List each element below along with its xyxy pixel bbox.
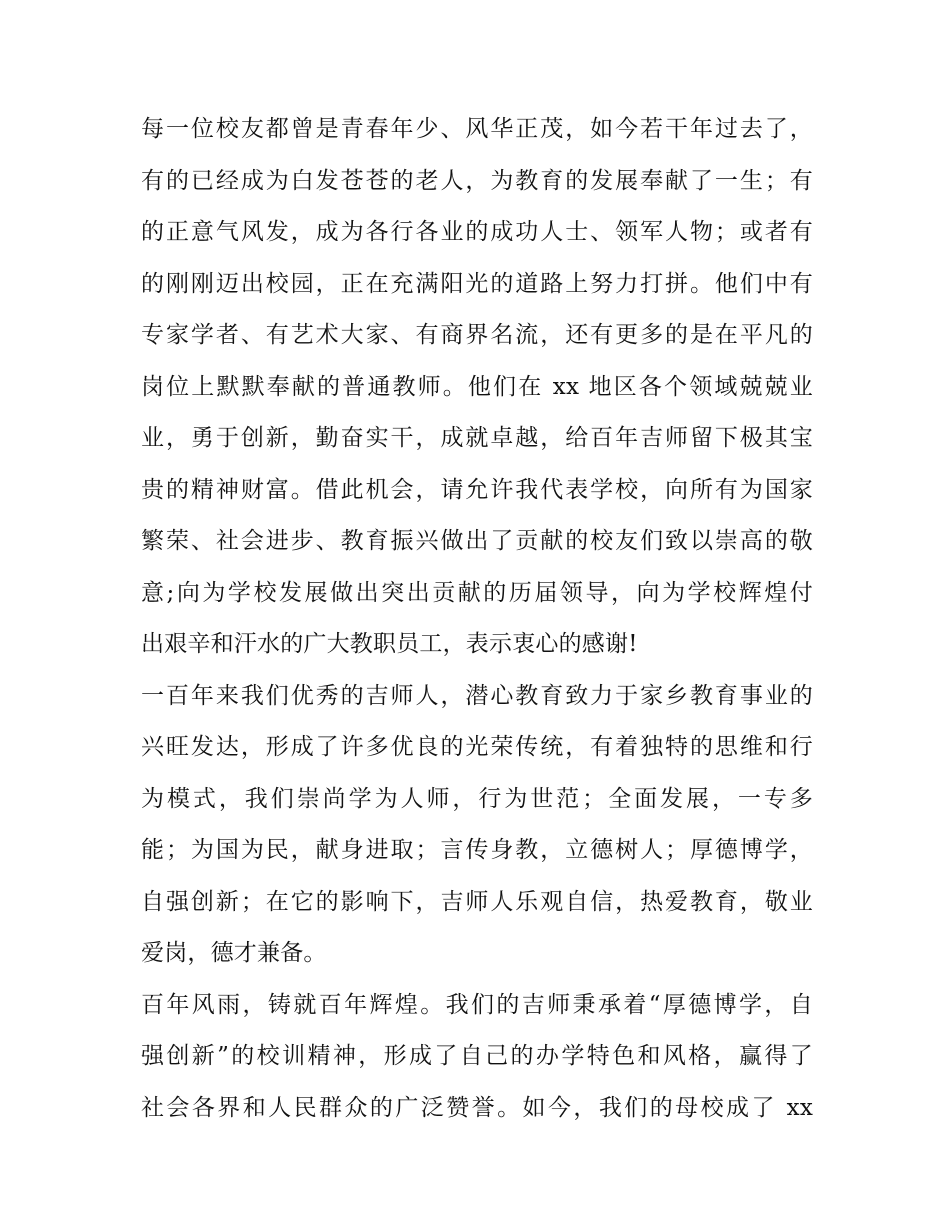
text-line: 繁荣、社会进步、教育振兴做出了贡献的校友们致以崇高的敬	[141, 528, 813, 554]
text-line: 出艰辛和汗水的广大教职员工，表示衷心的感谢!	[141, 631, 638, 657]
paragraph-1	[141, 104, 813, 671]
text-line: 兴旺发达，形成了许多优良的光荣传统，有着独特的思维和行	[141, 734, 813, 760]
paragraph-2	[141, 671, 813, 980]
text-line: 有的已经成为白发苍苍的老人，为教育的发展奉献了一生；有	[141, 167, 813, 194]
text-line: 的正意气风发，成为各行各业的成功人士、领军人物；或者有	[141, 219, 813, 245]
text-line: 强创新”的校训精神，形成了自己的办学特色和风格，赢得了	[141, 1043, 813, 1069]
text-line: 一百年来我们优秀的吉师人，潜心教育致力于家乡教育事业的	[141, 682, 813, 709]
text-line: 每一位校友都曾是青春年少、风华正茂，如今若干年过去了，	[141, 116, 813, 142]
text-line: 贵的精神财富。借此机会，请允许我代表学校，向所有为国家	[141, 476, 813, 503]
text-line: 业，勇于创新，勤奋实干，成就卓越，给百年吉师留下极其宝	[141, 425, 813, 451]
text-line: 专家学者、有艺术大家、有商界名流，还有更多的是在平凡的	[141, 322, 813, 348]
text-line: 的刚刚迈出校园，正在充满阳光的道路上努力打拼。他们中有	[141, 270, 813, 297]
text-line: 能；为国为民，献身进取；言传身教，立德树人；厚德博学，	[141, 837, 813, 863]
text-line: 岗位上默默奉献的普通教师。他们在 xx 地区各个领域兢兢业	[141, 373, 813, 400]
text-line: 爱岗，德才兼备。	[141, 940, 327, 966]
paragraph-3	[141, 980, 813, 1135]
text-line: 社会各界和人民群众的广泛赞誉。如今，我们的母校成了 xx	[141, 1094, 813, 1121]
text-line: 意;向为学校发展做出突出贡献的历届领导，向为学校辉煌付	[141, 579, 813, 606]
text-line: 百年风雨，铸就百年辉煌。我们的吉师秉承着“厚德博学，自	[141, 991, 813, 1018]
text-line: 自强创新；在它的影响下，吉师人乐观自信，热爱教育，敬业	[141, 888, 813, 915]
text-line: 为模式，我们崇尚学为人师，行为世范；全面发展，一专多	[141, 785, 813, 812]
document-body	[141, 104, 813, 1134]
